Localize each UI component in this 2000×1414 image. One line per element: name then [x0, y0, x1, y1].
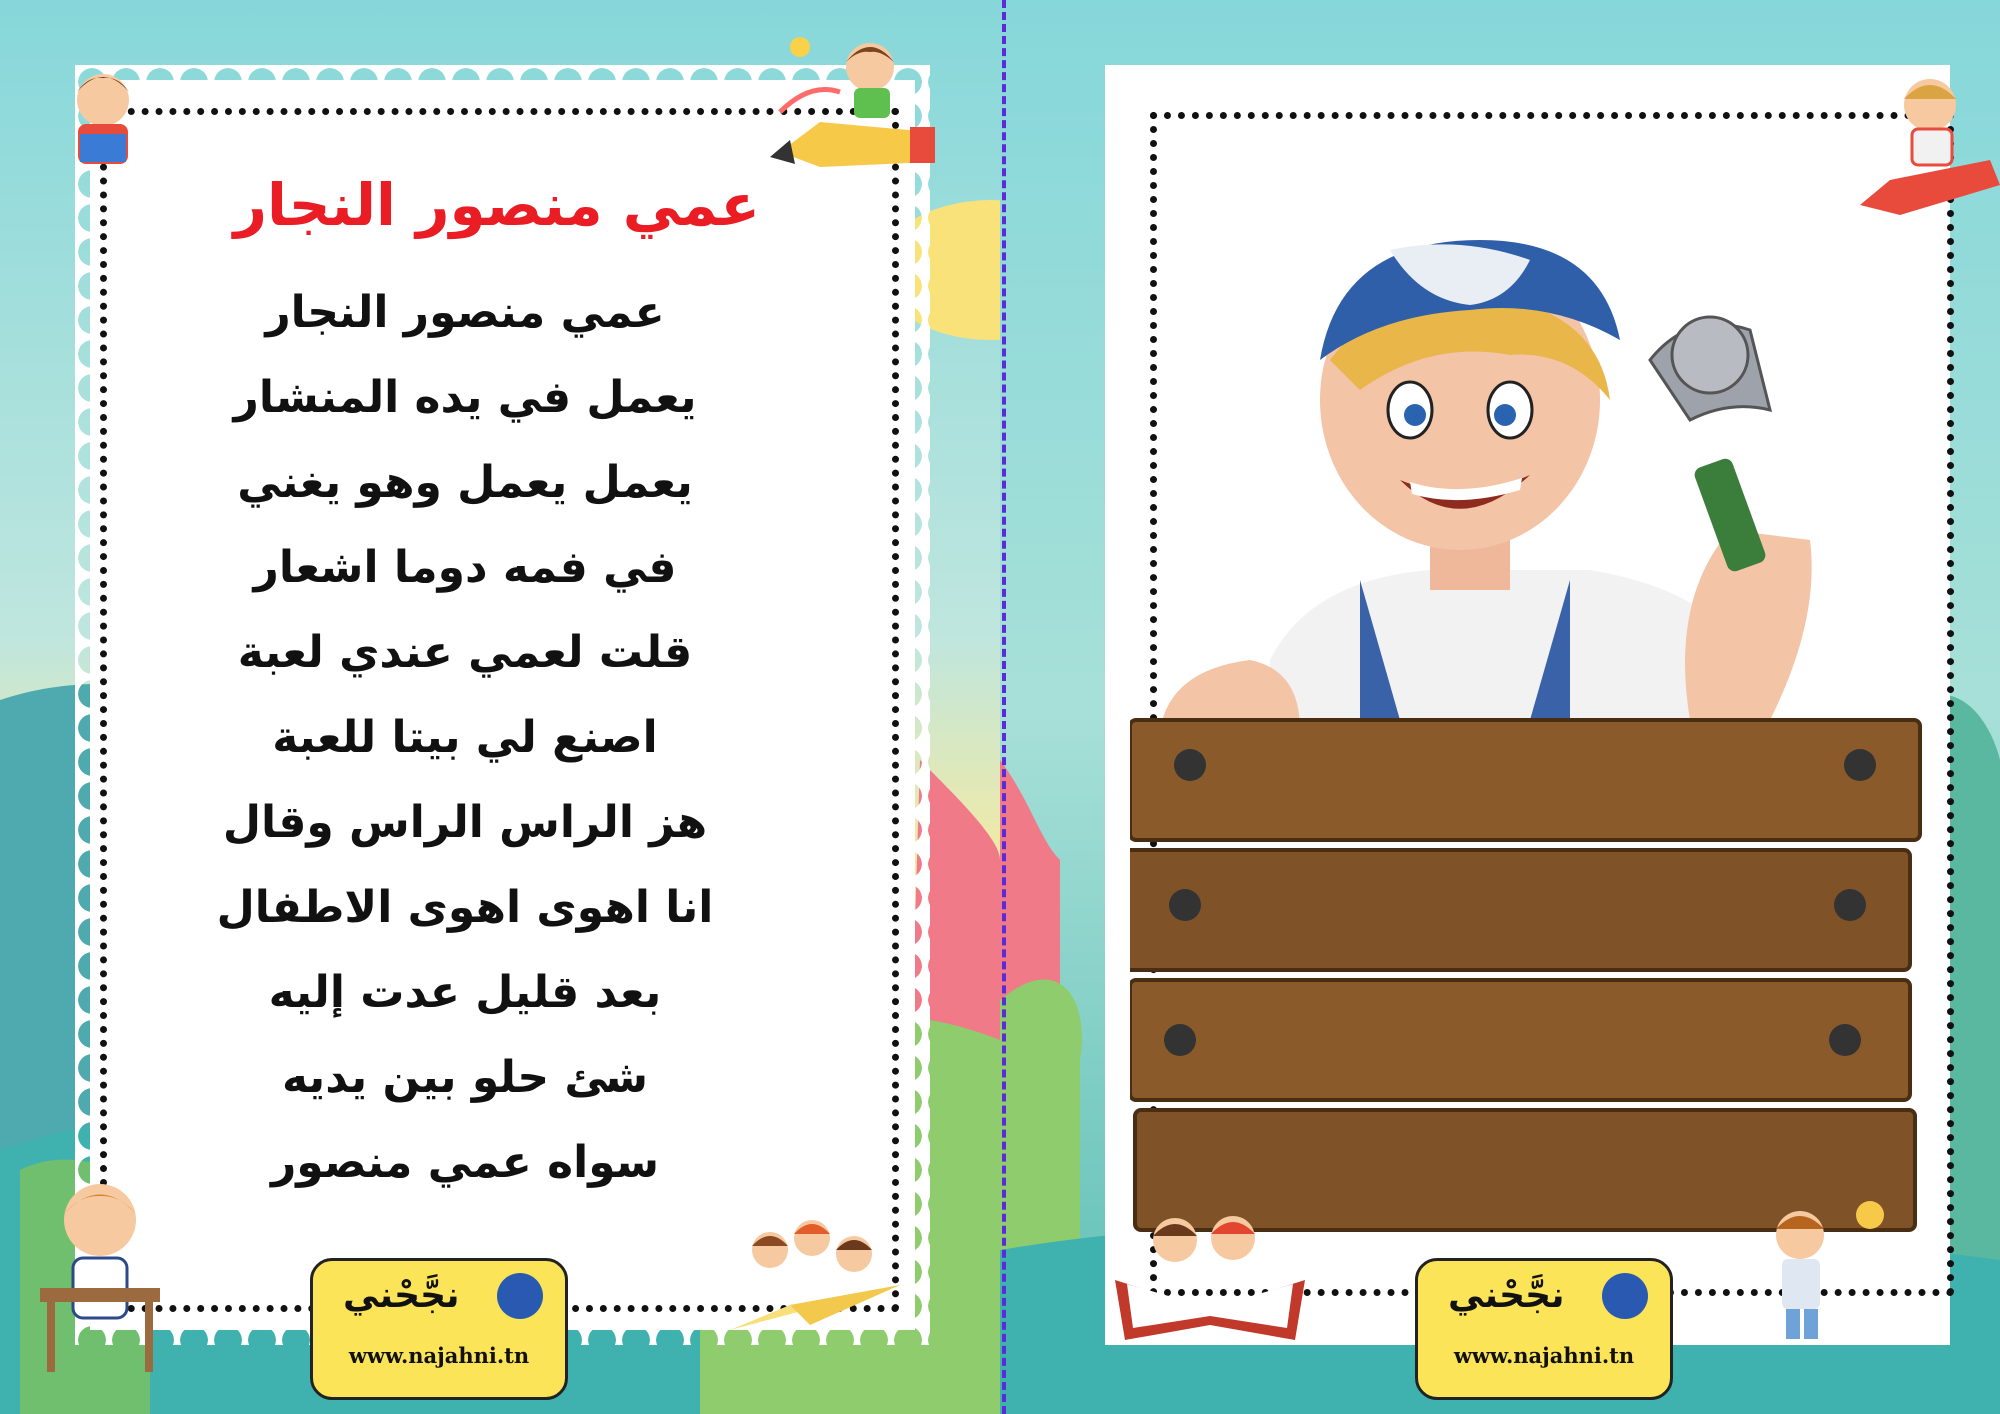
boy-reading-icon	[58, 62, 148, 172]
kids-on-paper-plane-icon	[730, 1210, 900, 1340]
poem-line: شئ حلو بين يديه	[281, 1052, 649, 1103]
kids-reading-book-icon	[1115, 1200, 1305, 1340]
poem-line: بعد قليل عدت إليه	[268, 967, 662, 1018]
logo-url[interactable]: www.najahni.tn	[1453, 1343, 1635, 1368]
wooden-sign	[1130, 720, 1920, 1230]
poem-line: عمي منصور النجار	[265, 287, 665, 338]
poem-body	[210, 270, 720, 1205]
najahni-logo[interactable]	[1415, 1258, 1673, 1400]
poem-line: قلت لعمي عندي لعبة	[237, 627, 693, 678]
boy-drawing-icon	[1760, 1195, 1900, 1345]
boy-on-pencil-icon	[770, 22, 940, 172]
logo-brand: نجَّحْني	[1448, 1275, 1565, 1316]
page-divider	[1002, 0, 1006, 1414]
poem-line: يعمل في يده المنشار	[233, 372, 697, 423]
boy-at-desk-icon	[35, 1170, 165, 1380]
graduation-cap-icon	[1602, 1273, 1648, 1319]
poem-line: سواه عمي منصور	[270, 1137, 660, 1188]
poem-title: عمي منصور النجار	[233, 170, 760, 239]
logo-url[interactable]: www.najahni.tn	[348, 1343, 530, 1368]
poem-line: في فمه دوما اشعار	[253, 542, 677, 593]
boy-on-red-pencil-icon	[1860, 65, 2000, 215]
carpenter-illustration	[1130, 240, 1930, 1280]
graduation-cap-icon	[497, 1273, 543, 1319]
right-page	[1000, 0, 2000, 1414]
poem-line: يعمل يعمل وهو يغني	[237, 457, 693, 508]
poem-line: اصنع لي بيتا للعبة	[272, 712, 658, 763]
poem-line: انا اهوى اهوى الاطفال	[216, 882, 714, 933]
logo-brand: نجَّحْني	[343, 1275, 460, 1316]
najahni-logo[interactable]	[310, 1258, 568, 1400]
poem-line: هز الراس الراس وقال	[222, 797, 708, 848]
